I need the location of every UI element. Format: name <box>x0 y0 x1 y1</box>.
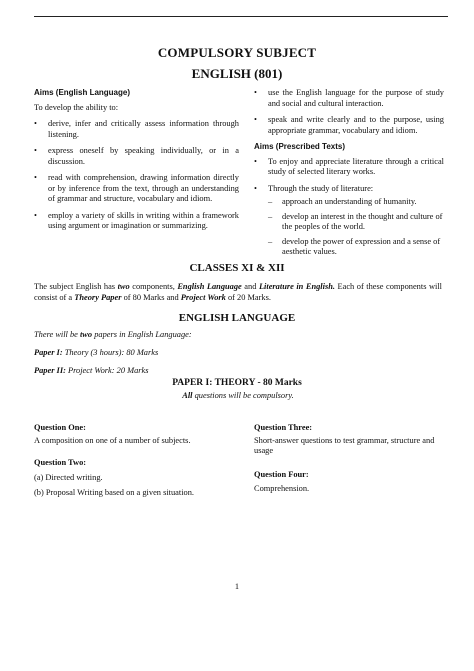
literature-sub-list <box>268 197 444 258</box>
bullet-icon: • <box>34 173 37 182</box>
dash-icon: – <box>268 197 273 206</box>
paper-two-line: Paper II: Project Work: 20 Marks <box>34 366 149 375</box>
list-item: • Through the study of literature: <box>254 183 374 193</box>
question-one-title: Question One: <box>34 423 86 432</box>
list-item: • derive, infer and critically assess information through listening. <box>34 119 239 139</box>
aims-right-column <box>254 88 444 262</box>
list-item: – develop the power of expression and a sense of aesthetic values. <box>268 236 441 256</box>
dash-icon: – <box>268 211 273 221</box>
question-three-title: Question Three: <box>254 423 313 432</box>
question-two-title: Question Two: <box>34 458 87 467</box>
aims-english-list-continued <box>254 88 444 136</box>
bullet-icon: • <box>34 119 37 128</box>
classes-heading: CLASSES XI & XII <box>189 262 285 274</box>
question-two-part-b: (b) Proposal Writing based on a given situation. <box>34 488 195 497</box>
paper-one-heading: PAPER I: THEORY - 80 Marks <box>172 378 302 388</box>
list-item: • express oneself by speaking individually, or in a discussion. <box>34 146 239 166</box>
list-item: • use the English language for the purpose of study and social and cultural interaction. <box>254 88 444 108</box>
list-item: • speak and write clearly and to the purpose, using appropriate grammar, vocabulary and idiom. <box>254 115 444 135</box>
list-item: • employ a variety of skills in writing within a framework using argument or imagination or summarizing. <box>34 210 239 230</box>
aims-english-left-column <box>34 88 239 238</box>
question-four-text: Comprehension. <box>254 484 310 493</box>
aims-prescribed-list <box>254 157 444 195</box>
question-three-text: Short-answer questions to test grammar, structure and usage <box>254 435 435 455</box>
english-language-intro: There will be two papers in English Language: <box>34 330 192 339</box>
bullet-icon: • <box>254 156 257 166</box>
dash-icon: – <box>268 236 273 246</box>
bullet-icon: • <box>34 210 37 220</box>
list-item: – develop an interest in the thought and culture of the peoples of the world. <box>268 211 443 231</box>
aims-english-list <box>34 119 239 232</box>
aims-english-heading: Aims (English Language) <box>34 88 131 97</box>
page-title: COMPULSORY SUBJECT <box>157 45 317 60</box>
page-subtitle: ENGLISH (801) <box>191 66 283 81</box>
classes-paragraph: The subject English has two components, English Language and Literature in English. Each of these components will consist of a Theory Paper of 80 Marks and Project Work of 20 Marks. <box>34 282 443 302</box>
question-four-title: Question Four: <box>254 469 309 479</box>
question-two-part-a: (a) Directed writing. <box>34 472 103 482</box>
aims-prescribed-heading: Aims (Prescribed Texts) <box>254 142 345 151</box>
paper-one-line: Paper I: Theory (3 hours): 80 Marks <box>34 348 159 357</box>
questions-right-column <box>254 423 444 495</box>
list-item: • To enjoy and appreciate literature through a critical study of selected literary works. <box>254 156 444 176</box>
list-item: – approach an understanding of humanity. <box>268 197 417 206</box>
english-language-heading: ENGLISH LANGUAGE <box>178 312 296 324</box>
bullet-icon: • <box>34 146 37 155</box>
aims-english-intro: To develop the ability to: <box>34 102 119 112</box>
question-one-text: A composition on one of a number of subjects. <box>34 435 191 445</box>
bullet-icon: • <box>254 88 257 97</box>
questions-left-column <box>34 423 234 499</box>
list-item: • read with comprehension, drawing information directly or by inference from the text, through an understanding of grammar and structure, vocabulary and idiom. <box>34 173 239 203</box>
paper-one-note: All questions will be compulsory. <box>182 391 294 400</box>
page-number: 1 <box>234 582 240 591</box>
top-rule <box>34 16 448 17</box>
bullet-icon: • <box>254 115 257 124</box>
bullet-icon: • <box>254 183 257 193</box>
